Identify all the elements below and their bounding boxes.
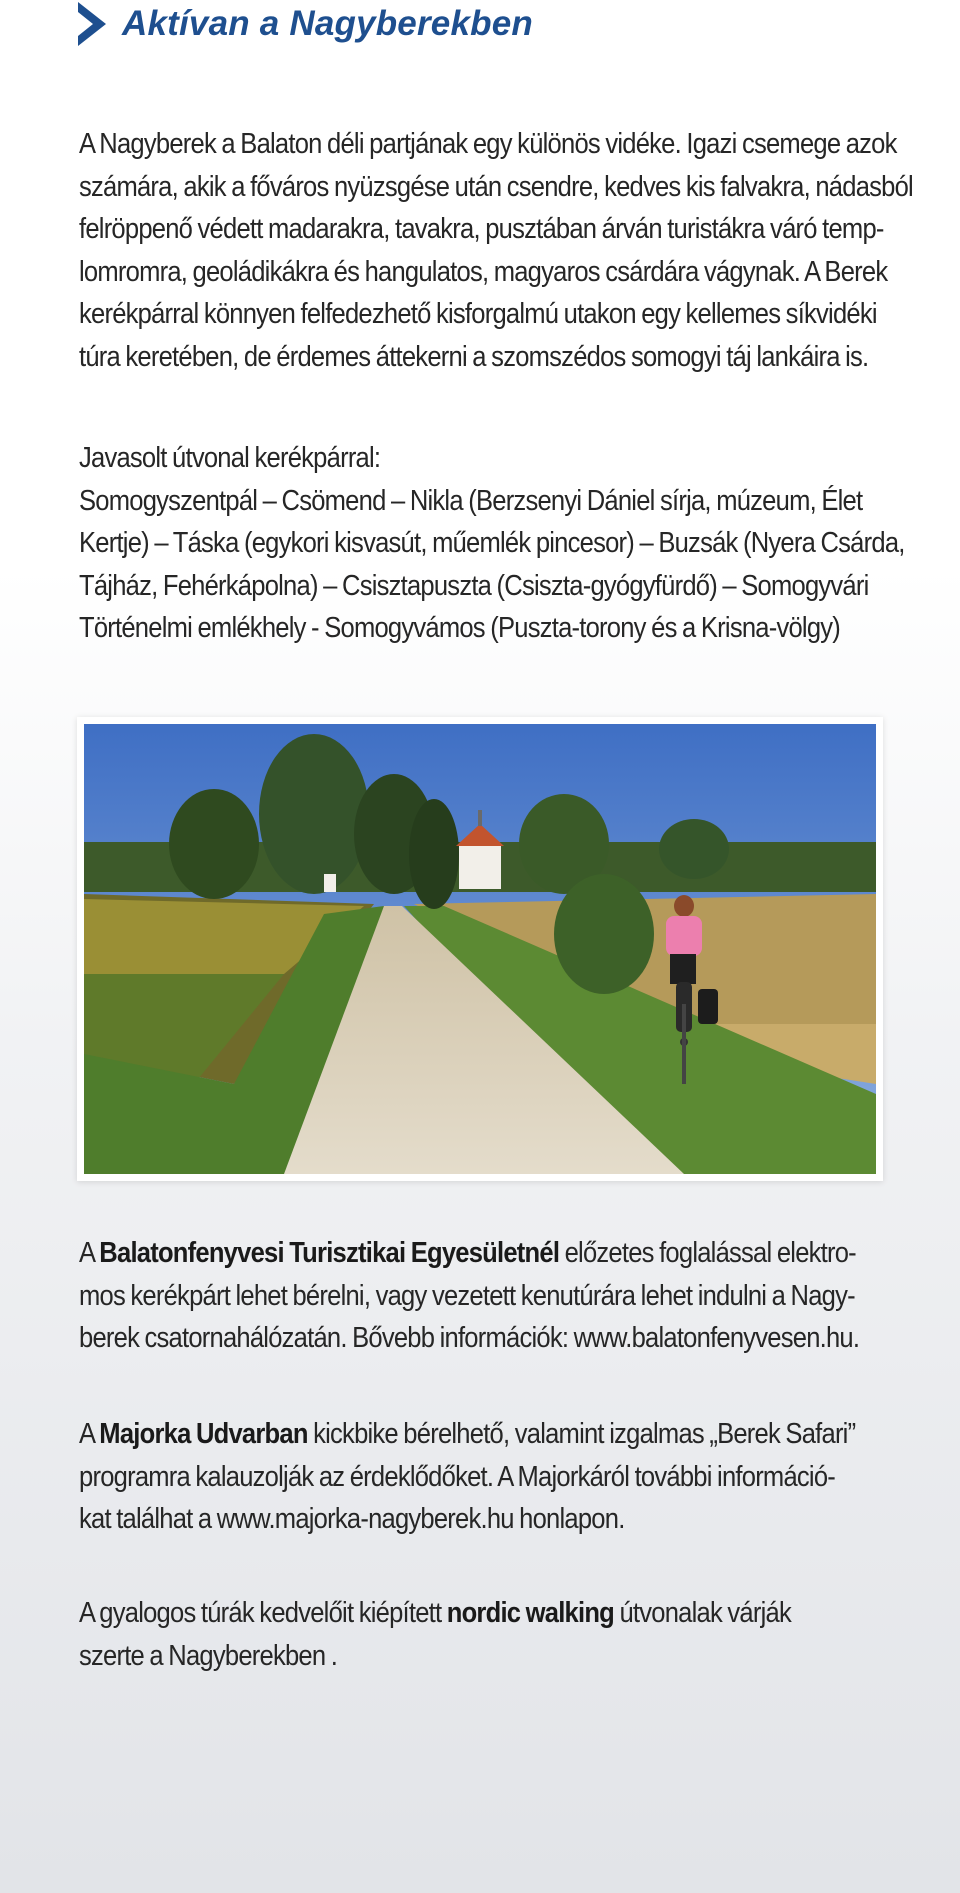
organization-name: Balatonfenyvesi Turisztikai Egyesületnél — [99, 1237, 560, 1269]
chevron-right-icon — [78, 2, 106, 46]
route-line: Somogyszentpál – Csömend – Nikla (Berzsenyi Dániel sírja, múzeum, Élet — [79, 484, 863, 517]
rental-paragraph — [79, 1232, 889, 1360]
text-run: előzetes foglalással elektro- — [559, 1237, 856, 1269]
intro-line: felröppenő védett madarakra, tavakra, pusztában árván turistákra váró temp- — [79, 213, 884, 245]
walking-line: szerte a Nagyberekben . — [79, 1639, 338, 1672]
cyclist-photo — [77, 717, 883, 1181]
section-heading — [78, 2, 533, 46]
intro-line: lomromra, geoládikákra és hangulatos, magyaros csárdára vágynak. A Berek — [79, 255, 888, 288]
activity-name: nordic walking — [446, 1597, 615, 1629]
text-run: útvonalak várják — [614, 1597, 791, 1629]
route-line: Kertje) – Táska (egykori kisvasút, műemlék pincesor) – Buzsák (Nyera Csárda, — [79, 527, 905, 559]
intro-line: számára, akik a főváros nyüzsgése után csendre, kedves kis falvakra, nádasból — [79, 170, 913, 203]
intro-line: kerékpárral könnyen felfedezhető kisforgalmú utakon egy kellemes síkvidéki — [79, 298, 877, 330]
route-line: Történelmi emlékhely - Somogyvámos (Puszta-torony és a Krisna-völgy) — [79, 612, 841, 644]
majorka-paragraph — [79, 1413, 889, 1541]
route-line: Tájház, Fehérkápolna) – Csisztapuszta (Csiszta-gyógyfürdő) – Somogyvári — [79, 569, 869, 602]
cyclist-on-gravel-road-photo — [84, 724, 876, 1174]
text-run: A gyalogos túrák kedvelőit kiépített — [79, 1597, 447, 1629]
majorka-line — [79, 1413, 889, 1456]
text-run: A — [79, 1418, 100, 1450]
rental-line: berek csatornahálózatán. Bővebb információk: www.balatonfenyvesen.hu. — [79, 1322, 860, 1354]
rental-line — [79, 1232, 889, 1275]
intro-paragraph — [79, 123, 913, 378]
route-paragraph — [79, 437, 905, 650]
route-heading: Javasolt útvonal kerékpárral: — [79, 442, 381, 474]
walking-line — [79, 1592, 889, 1635]
majorka-line: programra kalauzolják az érdeklődőket. A Majorkáról további információ- — [79, 1460, 836, 1493]
majorka-line: kat találhat a www.majorka-nagyberek.hu honlapon. — [79, 1503, 625, 1535]
intro-line: A Nagyberek a Balaton déli partjának egy különös vidéke. Igazi csemege azok — [79, 128, 897, 160]
venue-name: Majorka Udvarban — [99, 1418, 308, 1450]
rental-line: mos kerékpárt lehet bérelni, vagy vezetett kenutúrára lehet indulni a Nagy- — [79, 1279, 855, 1312]
text-run: A — [79, 1237, 100, 1269]
intro-line: túra keretében, de érdemes áttekerni a szomszédos somogyi táj lankáira is. — [79, 340, 869, 373]
text-run: kickbike bérelhető, valamint izgalmas „Berek Safari” — [307, 1418, 856, 1450]
walking-paragraph — [79, 1592, 889, 1677]
page-title: Aktívan a Nagyberekben — [122, 4, 533, 43]
